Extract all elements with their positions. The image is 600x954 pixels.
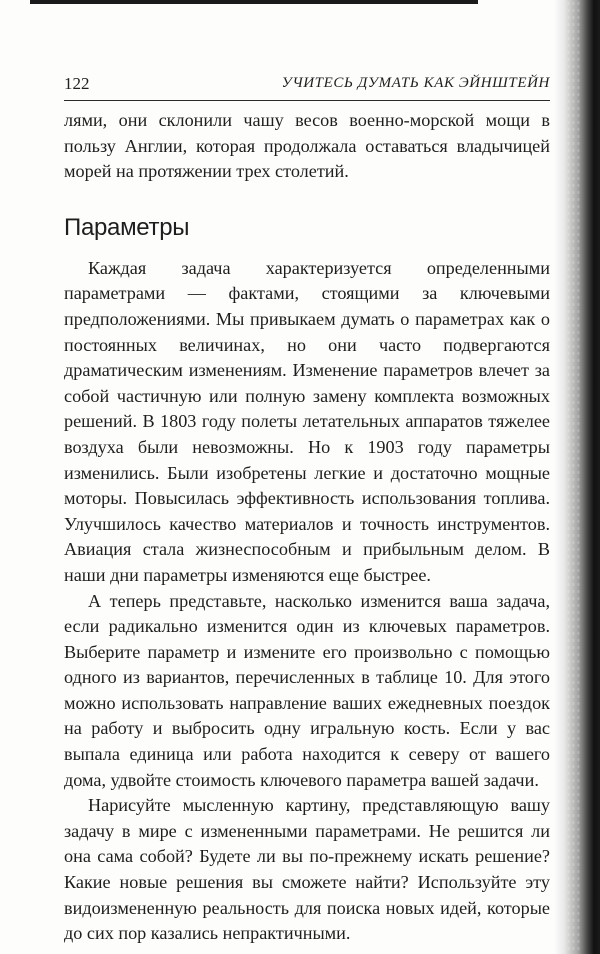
page-body <box>64 108 550 947</box>
body-paragraph-1: Каждая задача характеризуется определенными параметрами — фактами, стоящими за ключевыми предположениями. Мы привыкаем думать о параметрах как о постоянных величинах, но они часто подвергаются драматическим изменениям. Изменение параметров влечет за собой частичную или полную замену комплекта возможных решений. В 1803 году полеты летательных аппаратов тяжелее воздуха были невозможны. Но к 1903 году параметры изменились. Были изобретены легкие и достаточно мощные моторы. Повысилась эффективность использования топлива. Улучшилось качество материалов и точность инструментов. Авиация стала жизнеспособным и прибыльным делом. В наши дни параметры изменяются еще быстрее. <box>64 257 550 585</box>
section-heading: Параметры <box>64 213 190 241</box>
continued-paragraph: лями, они склонили чашу весов военно-морской мощи в пользу Англии, которая продолжала оставаться владычицей морей на протяжении трех столетий. <box>64 110 550 182</box>
scan-spine-noise <box>566 0 580 954</box>
running-title: УЧИТЕСЬ ДУМАТЬ КАК ЭЙНШТЕЙН <box>281 75 550 91</box>
body-paragraph-3: Нарисуйте мысленную картину, представляющую вашу задачу в мире с измененными параметрами. Не решится ли она сама собой? Будете ли вы по-прежнему искать решение? Какие новые решения вы сможете найти? Используйте эту видоизмененную реальность для поиска новых идей, которые до сих пор казались непрактичными. <box>64 795 550 944</box>
top-edge-rule <box>30 0 478 4</box>
page-number: 122 <box>64 74 90 93</box>
body-paragraph-2: А теперь представьте, насколько изменится ваша задача, если радикально изменится один из ключевых параметров. Выберите параметр и измените его произвольно с помощью одного из вариантов, перечисленных в таблице 10. Для этого можно использовать направление ваших ежедневных поездок на работу и выбросить одну игральную кость. Если у вас выпала единица или работа находится к северу от вашего дома, удвойте стоимость ключевого параметра вашей задачи. <box>64 590 550 790</box>
page-header <box>64 74 550 101</box>
